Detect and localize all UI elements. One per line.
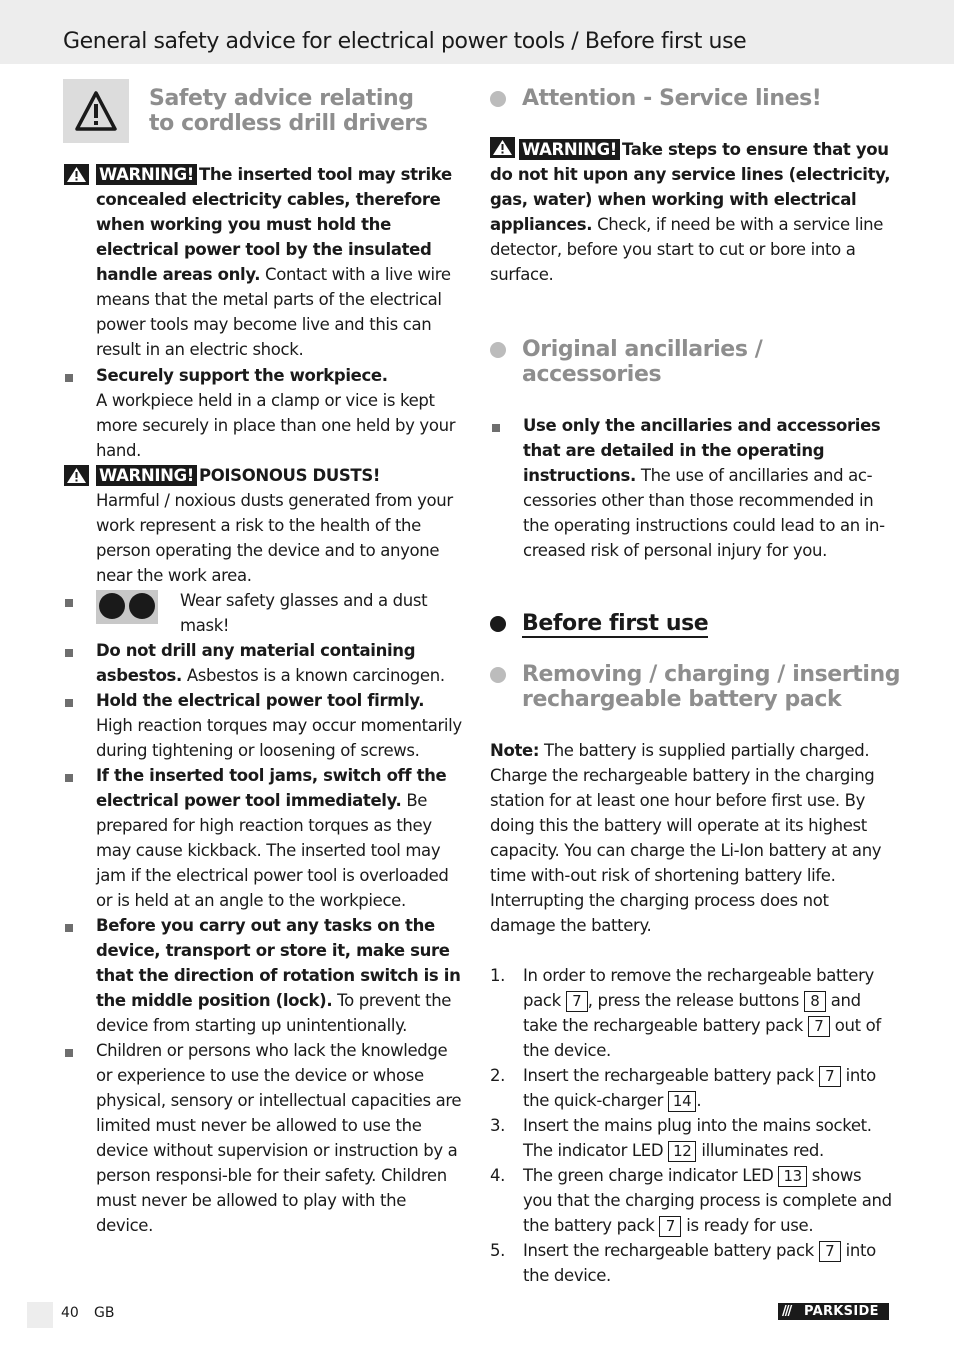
left-column [63,162,465,1238]
page-title: General safety advice for electrical power tools / Before first use [63,29,747,54]
list-item [63,363,465,463]
warning-bold-text: POISONOUS DUSTS! [198,466,381,485]
section-title-line-1: Removing / charging / inserting [522,662,901,687]
note-paragraph [490,738,892,938]
step-text: Insert the rechargeable battery pack [523,1066,819,1085]
bullet-square [65,1049,73,1057]
part-ref-box: 8 [804,991,826,1012]
step-number: 4. [490,1166,506,1185]
section-title-line-2: rechargeable battery pack [522,687,842,712]
note-label: Note: [490,741,540,760]
part-ref-box: 12 [668,1141,696,1162]
warning-text: Check, if need be with a service line detector, before you start to cut or bore into a surface. [490,215,884,284]
item-text: A workpiece held in a clamp or vice is kept more securely in place than one held by your hand. [96,391,456,460]
bullet-square [65,699,73,707]
section-dot-icon [490,616,506,632]
item-text: Children or persons who lack the knowledge or experience to use the device or whose physical, sensory or intellectual capacities are limited must never be allowed to use the device without supervision or instruction by a person responsi-ble for their safety. Children must never be allowed to play with the device. [96,1041,462,1235]
item-text: Wear safety glasses and a dust mask! [180,591,428,635]
step-text: illuminates red. [696,1141,824,1160]
step-text: . [696,1091,702,1110]
ppe-icons [96,590,158,624]
item-text: To prevent the device from starting up unintentionally. [96,991,452,1035]
step-text: out of the device. [523,1016,881,1060]
part-ref-box: 7 [659,1216,681,1237]
step-text: into the device. [523,1241,876,1285]
bullet-square [65,649,73,657]
step-item [490,963,892,1063]
step-item [490,1163,892,1238]
part-ref-box: 7 [566,991,588,1012]
warning-triangle-panel [63,79,129,143]
part-ref-box: 7 [819,1066,841,1087]
section-title-line-1: Original ancillaries / [522,337,763,362]
section-title-text: Before first use [522,611,709,636]
part-ref-box: 7 [808,1016,830,1037]
step-number: 3. [490,1116,506,1135]
step-number: 5. [490,1241,506,1260]
section-title-service-lines [522,86,821,111]
step-text: into the quick-charger [523,1066,876,1110]
warning-block-dusts [63,463,465,588]
warning-small-icon [64,164,89,185]
warning-small-icon [490,137,515,158]
item-text: The use of ancillaries and ac-cessories other than those recommended in the operating instructions could lead to an in-creased risk of personal injury for you. [523,466,885,560]
warning-text: Contact with a live wire means that the metal parts of the electrical power tools may become live and this can result in an electric shock. [96,265,451,359]
section-dot-icon [490,667,506,683]
step-text: In order to remove the rechargeable battery pack [523,966,874,1010]
safety-glasses-icon [99,593,125,619]
item-text: Asbestos is a known carcinogen. [181,666,445,685]
step-item [490,1238,892,1288]
item-text: Be prepared for high reaction torques as they may cause kickback. The inserted tool may jam if the electrical power tool is overloaded or is held at an angle to the workpiece. [96,791,449,910]
section-title-cordless-drill [149,86,428,136]
step-item [490,1113,892,1163]
ancillaries-block [490,413,892,563]
part-ref-box: 13 [778,1166,806,1187]
item-bold-text: Hold the electrical power tool firmly. [96,691,425,710]
list-item-ppe [63,588,465,638]
item-bold-text: Do not drill any material containing asbestos. [96,641,416,685]
item-text: High reaction torques may occur momentarily during tightening or loosening of screws. [96,716,462,760]
step-text: , press the release buttons [587,991,804,1010]
step-item [490,1063,892,1113]
battery-block [490,738,892,1288]
section-title-text: Attention - Service lines! [522,86,822,111]
warning-block-cables [63,162,465,362]
section-title-before-first-use [522,611,708,636]
dust-mask-icon [129,593,155,619]
item-bold-text: If the inserted tool jams, switch off the electrical power tool immediately. [96,766,447,810]
section-dot-icon [490,342,506,358]
step-text: The green charge indicator LED [523,1166,779,1185]
step-text: Insert the mains plug into the mains socket. The indicator LED [523,1116,872,1160]
warning-bold-text: Take steps to ensure that you do not hit upon any service lines (electricity, gas, water) when working with electrical appliances. [490,140,891,234]
step-text: and take the rechargeable battery pack [523,991,861,1035]
part-ref-box: 14 [668,1091,696,1112]
part-ref-box: 7 [819,1241,841,1262]
bullet-square [65,599,73,607]
language-code: GB [94,1305,115,1321]
step-text: Insert the rechargeable battery pack [523,1241,819,1260]
list-item [63,763,465,913]
list-item [63,913,465,1038]
page-number: 40 [61,1305,79,1321]
warning-badge: WARNING! [96,465,197,486]
warning-text: Harmful / noxious dusts generated from your work represent a risk to the health of the person operating the device and to anyone near the work area. [96,491,453,585]
logo-slashes: /// [782,1304,791,1319]
warning-block-service-lines [490,137,892,287]
list-item [490,413,892,563]
bullet-square [492,424,500,432]
list-item [63,638,465,688]
section-dot-icon [490,91,506,107]
right-column [490,137,892,287]
warning-small-icon [64,465,89,486]
step-number: 2. [490,1066,506,1085]
item-bold-text: Before you carry out any tasks on the device, transport or store it, make sure that the direction of rotation switch is in the middle position (lock). [96,916,461,1010]
note-text: The battery is supplied partially charged. Charge the rechargeable battery in the charging station for at least one hour before first use. By doing this the battery will operate at its highest capacity. You can charge the Li-Ion battery at any time with-out risk of shortening battery life. Interrupting the charging process does not damage the battery. [490,741,882,935]
footer-page-tab [27,1302,53,1328]
bullet-square [65,924,73,932]
warning-triangle-icon [75,91,117,131]
item-bold-text: Securely support the workpiece. [96,366,388,385]
step-text: shows you that the charging process is complete and the battery pack [523,1166,892,1235]
page-header [0,0,954,64]
section-title-line-1: Safety advice relating [149,86,414,111]
list-item [63,1038,465,1238]
bullet-square [65,774,73,782]
logo-text: PARKSIDE [804,1304,879,1319]
warning-badge: WARNING! [519,139,620,160]
warning-badge: WARNING! [96,164,197,185]
list-item [63,688,465,763]
item-bold-text: Use only the ancillaries and accessories that are detailed in the operating instructions. [523,416,881,485]
section-title-battery [522,662,900,712]
bullet-square [65,374,73,382]
warning-bold-text: The inserted tool may strike concealed electricity cables, therefore when working you must hold the electrical power tool by the insulated handle areas only. [96,165,452,284]
section-title-ancillaries [522,337,762,387]
step-number: 1. [490,966,506,985]
section-title-line-2: accessories [522,362,662,387]
section-title-line-2: to cordless drill drivers [149,111,428,136]
step-text: is ready for use. [681,1216,814,1235]
parkside-logo [778,1303,889,1320]
